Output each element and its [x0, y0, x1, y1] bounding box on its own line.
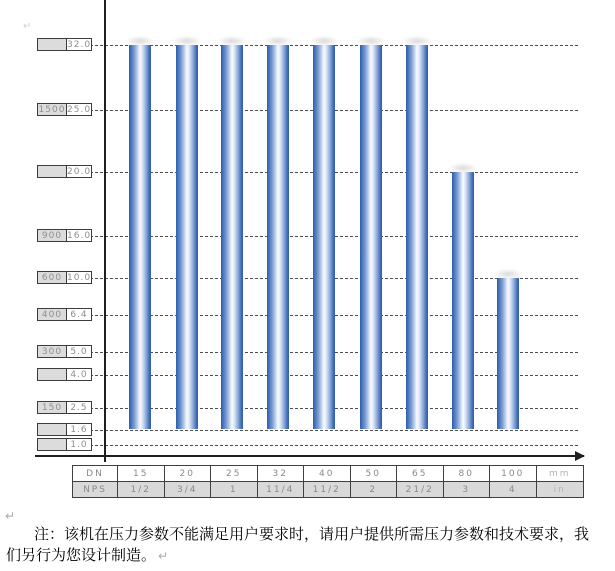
- y-axis-class-label: 400: [37, 308, 67, 321]
- y-axis-pn-label: 2.5: [66, 401, 92, 414]
- value-cell: 32: [257, 466, 304, 482]
- y-axis-pn-label: 16.0: [67, 231, 92, 241]
- value-cell: 4: [490, 482, 537, 498]
- pressure-bar-dn-50: [360, 45, 382, 429]
- y-axis-class-label: 1500: [38, 105, 66, 115]
- y-axis-class-label: 900: [37, 229, 67, 242]
- value-cell: 2: [350, 482, 397, 498]
- pressure-bar-dn-32: [267, 45, 289, 429]
- pressure-bar-dn-20: [176, 45, 198, 429]
- note-text-line1: 注：该机在压力参数不能满足用户要求时，请用户提供所需压力参数和技术要求，我: [34, 527, 590, 543]
- y-axis-class-label: [37, 423, 67, 436]
- y-axis-pn-label: 32.0: [67, 40, 92, 50]
- y-axis-class-label: [37, 165, 67, 178]
- y-axis-pn-label: 1.0: [66, 438, 92, 451]
- y-axis-pn-label: 10.0: [67, 273, 92, 283]
- note-text-line2: [6, 547, 168, 565]
- value-cell: 65: [397, 466, 444, 482]
- paragraph-mark: ↵: [158, 549, 169, 563]
- y-axis-pn-label: 6.4: [66, 308, 92, 321]
- paragraph-mark: ↵: [5, 509, 16, 523]
- paragraph-mark: ↵: [23, 21, 32, 32]
- value-cell: 80: [443, 466, 490, 482]
- value-cell: 50: [350, 466, 397, 482]
- note-text-line2-text: 们另行为您设计制造。: [6, 548, 157, 564]
- pressure-bar-dn-15: [129, 45, 151, 429]
- dimension-table: [72, 465, 584, 498]
- unit-cell: in: [536, 482, 584, 498]
- pressure-bar-dn-40: [313, 45, 335, 429]
- value-cell: 20: [164, 466, 211, 482]
- y-axis-class-label: 300: [37, 345, 67, 358]
- value-cell: 3/4: [164, 482, 211, 498]
- value-cell: 11/2: [304, 482, 351, 498]
- y-axis-class-label: [37, 368, 67, 381]
- value-cell: 1: [211, 482, 258, 498]
- y-axis-class-label: 600: [37, 271, 67, 284]
- value-cell: 1/2: [118, 482, 165, 498]
- y-axis-pn-label: 4.0: [66, 368, 92, 381]
- value-cell: 21/2: [397, 482, 444, 498]
- x-axis-line: [35, 455, 584, 457]
- pressure-bar-dn-65: [406, 45, 428, 429]
- pressure-bar-dn-100: [497, 278, 519, 429]
- value-cell: 40: [304, 466, 351, 482]
- table-row-dn: [73, 466, 584, 482]
- table-row-nps: [73, 482, 584, 498]
- row-header-cell: DN: [73, 466, 118, 482]
- pressure-bar-dn-80: [452, 172, 474, 429]
- y-axis-pn-label: 5.0: [66, 345, 92, 358]
- value-cell: 25: [211, 466, 258, 482]
- value-cell: 15: [118, 466, 165, 482]
- unit-cell: mm: [536, 466, 584, 482]
- y-axis-line: [104, 0, 106, 462]
- y-axis-pn-label: 20.0: [67, 167, 92, 177]
- y-axis-class-label: 150: [37, 401, 67, 414]
- value-cell: 11/4: [257, 482, 304, 498]
- gridline: [80, 430, 578, 431]
- value-cell: 3: [443, 482, 490, 498]
- pressure-bar-dn-25: [221, 45, 243, 429]
- y-axis-class-label: [37, 438, 67, 451]
- gridline: [80, 445, 578, 446]
- x-axis-arrow-icon: [575, 451, 585, 461]
- y-axis-pn-label: 25.0: [67, 105, 92, 115]
- row-header-cell: NPS: [73, 482, 118, 498]
- y-axis-class-label: [37, 38, 67, 51]
- value-cell: 100: [490, 466, 537, 482]
- y-axis-pn-label: 1.6: [66, 423, 92, 436]
